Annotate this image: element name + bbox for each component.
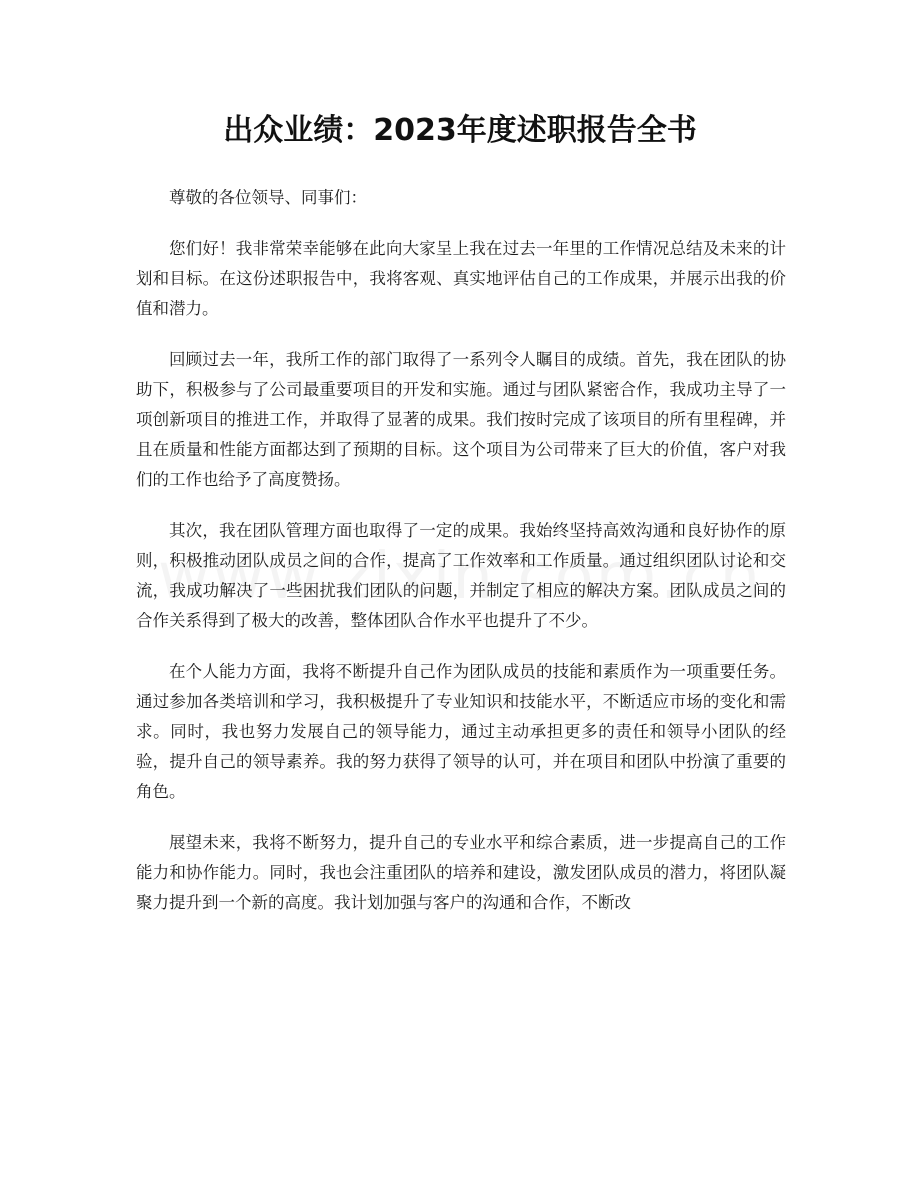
- document-title: 出众业绩：2023年度述职报告全书: [223, 113, 697, 148]
- salutation: 尊敬的各位领导、同事们：: [169, 188, 367, 207]
- paragraph-team-management: 其次，我在团队管理方面也取得了一定的成果。我始终坚持高效沟通和良好协作的原则，积极推动团队成员之间的合作，提高了工作效率和工作质量。通过组织团队讨论和交流，我成功解决了一些困扰我们团队的问题，并制定了相应的解决方案。团队成员之间的合作关系得到了极大的改善，整体团队合作水平也提升了不少。: [136, 521, 786, 630]
- paragraph-personal-ability: 在个人能力方面，我将不断提升自己作为团队成员的技能和素质作为一项重要任务。通过参加各类培训和学习，我积极提升了专业知识和技能水平，不断适应市场的变化和需求。同时，我也努力发展自己的领导能力，通过主动承担更多的责任和领导小团队的经验，提升自己的领导素养。我的努力获得了领导的认可，并在项目和团队中扮演了重要的角色。: [136, 662, 786, 801]
- document-body: [136, 183, 786, 918]
- paragraph-achievements: 回顾过去一年，我所工作的部门取得了一系列令人瞩目的成绩。首先，我在团队的协助下，积极参与了公司最重要项目的开发和实施。通过与团队紧密合作，我成功主导了一项创新项目的推进工作，并取得了显著的成果。我们按时完成了该项目的所有里程碑，并且在质量和性能方面都达到了预期的目标。这个项目为公司带来了巨大的价值，客户对我们的工作也给予了高度赞扬。: [136, 350, 786, 489]
- paragraph-intro: 您们好！我非常荣幸能够在此向大家呈上我在过去一年里的工作情况总结及未来的计划和目标。在这份述职报告中，我将客观、真实地评估自己的工作成果，并展示出我的价值和潜力。: [136, 239, 786, 318]
- paragraph-outlook: 展望未来，我将不断努力，提升自己的专业水平和综合素质，进一步提高自己的工作能力和协作能力。同时，我也会注重团队的培养和建设，激发团队成员的潜力，将团队凝聚力提升到一个新的高度。我计划加强与客户的沟通和合作，不断改: [136, 833, 786, 912]
